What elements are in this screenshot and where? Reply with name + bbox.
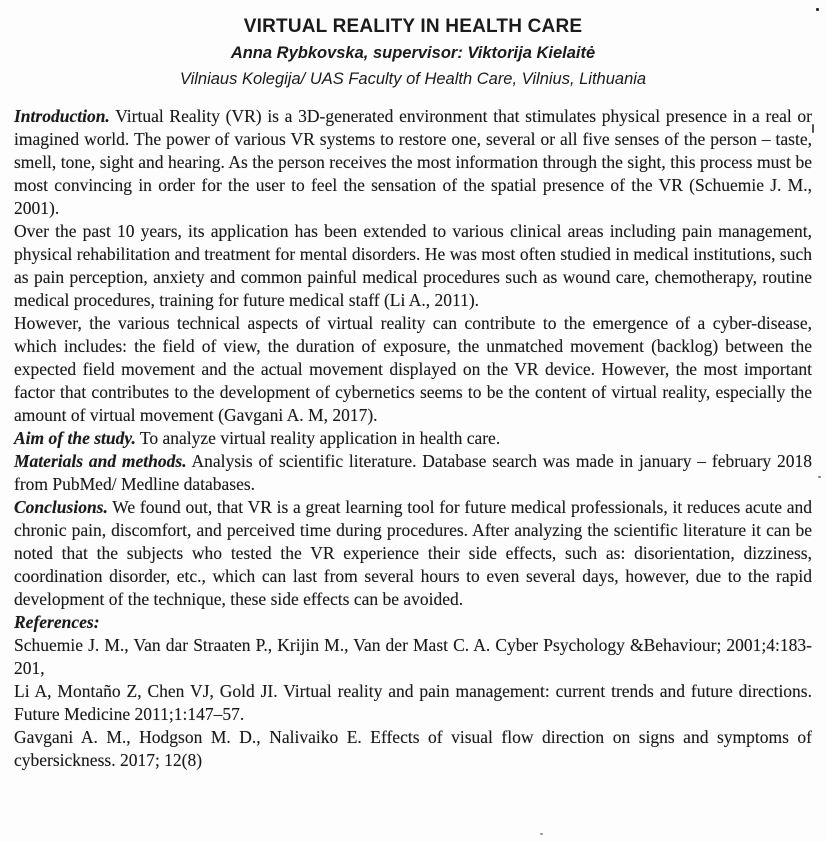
paragraph-cyberdisease (14, 312, 812, 427)
text-conclusions: We found out, that VR is a great learning tool for future medical professionals, it reduces acute and chronic pain, discomfort, and perceived time during procedures. After analyzing the scientific literature it can be noted that the subjects who tested the VR experience their side effects, such as: disorientation, dizziness, coordination disorder, etc., which can last from several hours to even several days, however, due to the rapid development of the technique, these side effects can be avoided. (14, 497, 812, 609)
text-aim: To analyze virtual reality application in health care. (139, 428, 501, 448)
text-materials-methods: Analysis of scientific literature. Database search was made in january – february 2018 from PubMed/ Medline databases. (14, 451, 812, 494)
scan-artifact (812, 124, 814, 133)
authors-line: Anna Rybkovska, supervisor: Viktorija Kielaitė (230, 44, 596, 62)
paragraph-aim (14, 427, 812, 450)
abstract-body (14, 105, 812, 772)
document-title: VIRTUAL REALITY IN HEALTH CARE (243, 16, 583, 37)
heading-introduction: Introduction. (14, 106, 110, 126)
document-header (14, 16, 812, 89)
paragraph-materials-methods (14, 450, 812, 496)
paragraph-conclusions (14, 496, 812, 611)
scan-artifact (540, 833, 543, 835)
references-section (14, 611, 812, 772)
paragraph-applications (14, 220, 812, 312)
reference-item: Gavgani A. M., Hodgson M. D., Nalivaiko E. Effects of visual flow direction on signs and symptoms of cybersickness. 2017; 12(8) (14, 727, 812, 770)
text-applications: Over the past 10 years, its application has been extended to various clinical areas including pain management, physical rehabilitation and treatment for mental disorders. He was most often studied in medical institutions, such as pain perception, anxiety and common painful medical procedures such as wound care, chemotherapy, routine medical procedures, training for future medical staff (Li A., 2011). (14, 221, 812, 310)
affiliation-line: Vilniaus Kolegija/ UAS Faculty of Health Care, Vilnius, Lithuania (179, 70, 647, 88)
reference-item: Schuemie J. M., Van dar Straaten P., Krijin M., Van der Mast C. A. Cyber Psychology &Behaviour; 2001;4:183-201, (14, 635, 812, 678)
heading-materials-methods: Materials and methods. (14, 451, 187, 471)
text-introduction: Virtual Reality (VR) is a 3D-generated environment that stimulates physical presence in a real or imagined world. The power of various VR systems to restore one, several or all five senses of the person – taste, smell, tone, sight and hearing. As the person receives the most information through the sight, this process must be most convincing in order for the user to feel the sensation of the spatial presence of the VR (Schuemie J. M., 2001). (14, 106, 812, 218)
heading-references: References: (14, 612, 100, 632)
scan-artifact (816, 8, 819, 11)
heading-aim: Aim of the study. (14, 428, 136, 448)
scan-artifact (818, 476, 821, 478)
references-heading-row (14, 611, 812, 634)
heading-conclusions: Conclusions. (14, 497, 108, 517)
paragraph-introduction (14, 105, 812, 220)
reference-item: Li A, Montaño Z, Chen VJ, Gold JI. Virtual reality and pain management: current trends and future directions. Future Medicine 2011;1:147–57. (14, 681, 812, 724)
text-cyberdisease: However, the various technical aspects of virtual reality can contribute to the emergence of a cyber-disease, which includes: the field of view, the duration of exposure, the unmatched movement (backlog) between the expected field movement and the actual movement displayed on the VR device. However, the most important factor that contributes to the development of cybernetics seems to be the content of virtual reality, especially the amount of virtual movement (Gavgani A. M, 2017). (14, 313, 812, 425)
